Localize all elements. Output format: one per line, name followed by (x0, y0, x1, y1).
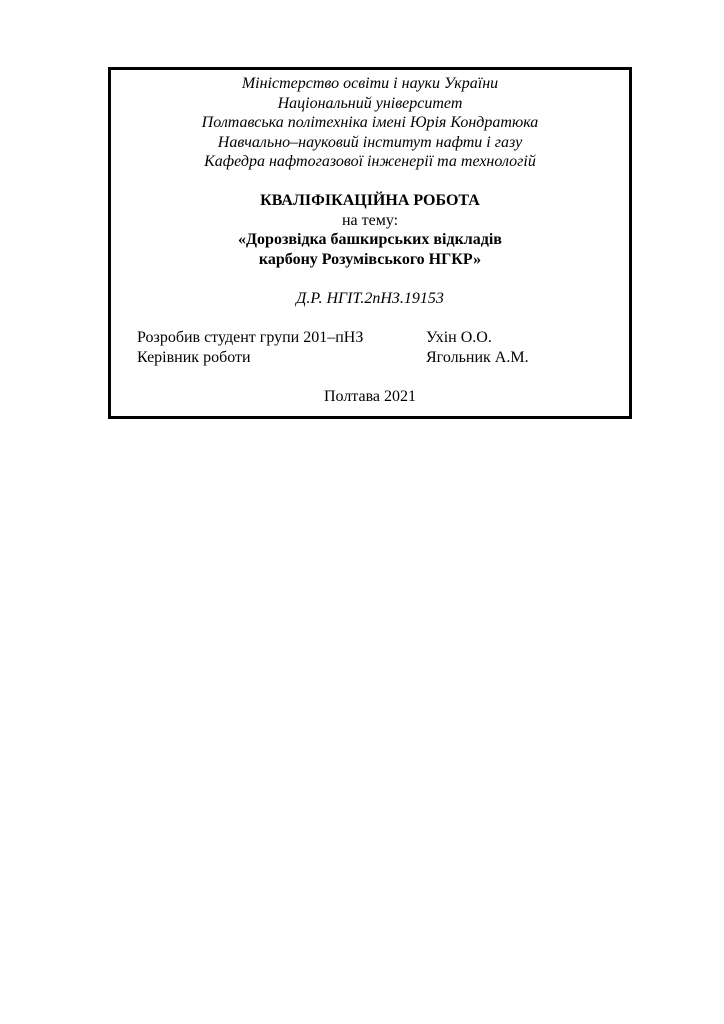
institution-line-department: Кафедра нафтогазової інженерії та технологій (204, 153, 536, 170)
theme-line-1: «Дорозвідка башкирських відкладів (238, 231, 502, 248)
institution-line-university: Національний університет (277, 94, 463, 112)
credit-role-student: Розробив студент групи 201–пНЗ (137, 328, 364, 346)
document-code: Д.Р. НГІТ.2пНЗ.19153 (296, 289, 444, 307)
institution-line-polytechnic: Полтавська політехніка імені Юрія Кондратюка (201, 114, 539, 131)
institution-header (111, 74, 629, 172)
title-page-frame (108, 67, 632, 419)
spacer (111, 368, 629, 388)
work-type-title: КВАЛІФІКАЦІЙНА РОБОТА (260, 192, 480, 209)
credit-name-supervisor: Ягольник А.М. (426, 348, 529, 366)
spacer (111, 172, 629, 192)
credit-row-supervisor (111, 348, 629, 368)
institution-line-institute: Навчально–науковий інститут нафти і газу (217, 133, 523, 151)
spacer (111, 269, 629, 289)
theme-line-2: карбону Розумівського НГКР» (258, 250, 482, 268)
credit-row-student (111, 328, 629, 348)
credit-role-supervisor: Керівник роботи (137, 348, 251, 366)
theme-label: на тему: (341, 211, 399, 229)
credit-name-student: Ухін О.О. (426, 328, 492, 346)
city-year: Полтава 2021 (323, 388, 417, 405)
credits-section (111, 328, 629, 368)
institution-line-ministry: Міністерство освіти і науки України (241, 75, 499, 92)
spacer (111, 308, 629, 328)
